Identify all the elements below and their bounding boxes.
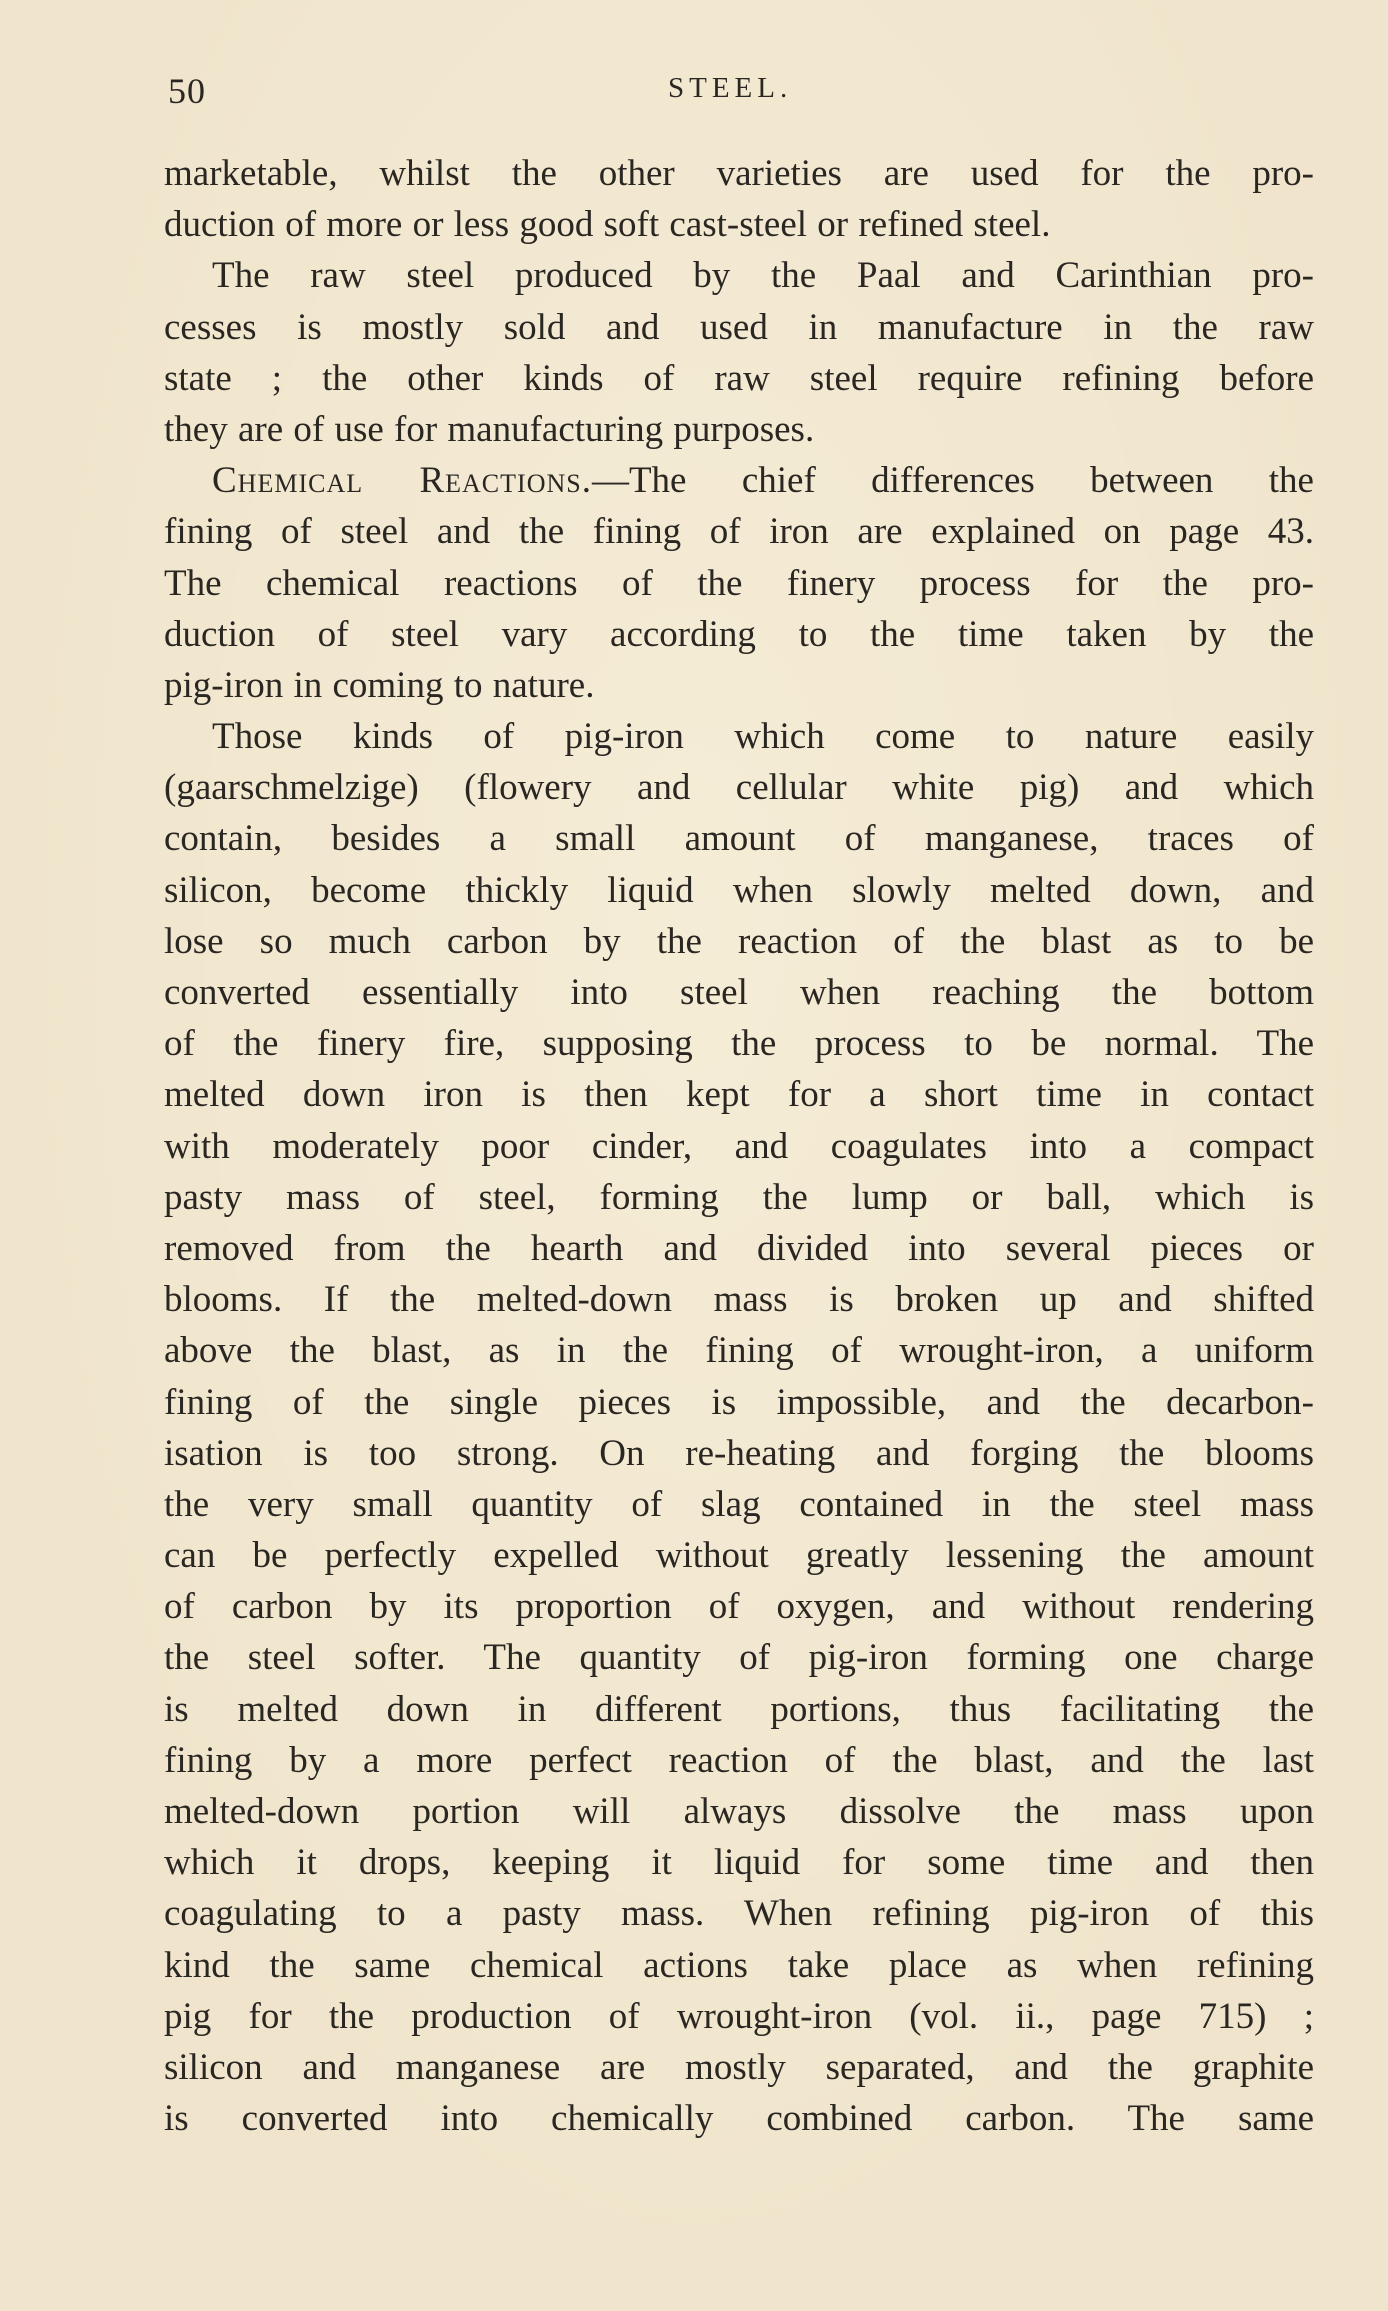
text-line: kind the same chemical actions take place as when refining — [164, 1944, 1314, 1986]
text-line: coagulating to a pasty mass. When refining pig-iron of this — [164, 1893, 1314, 1935]
running-title: STEEL. — [668, 72, 793, 104]
text-line: duction of steel vary according to the time taken by the — [164, 613, 1314, 655]
text-line: fining by a more perfect reaction of the blast, and the last — [164, 1739, 1314, 1781]
text-line: cesses is mostly sold and used in manufacture in the raw — [164, 306, 1314, 348]
text-line: duction of more or less good soft cast-steel or refined steel. — [164, 204, 1051, 246]
section-heading: Chemical Reactions. — [212, 460, 592, 502]
text-line: The raw steel produced by the Paal and Carinthian pro- — [212, 255, 1314, 297]
running-head — [168, 62, 1298, 122]
text-line — [164, 455, 1314, 506]
text-line: contain, besides a small amount of manganese, traces of — [164, 818, 1314, 860]
text-line: is melted down in different portions, thus facilitating the — [164, 1688, 1314, 1730]
body-text — [164, 148, 1314, 2144]
text-line: which it drops, keeping it liquid for some time and then — [164, 1842, 1314, 1884]
text-line: of the finery fire, supposing the process to be normal. The — [164, 1023, 1314, 1065]
text-line: fining of steel and the fining of iron are explained on page 43. — [164, 511, 1314, 553]
text-line: state ; the other kinds of raw steel require refining before — [164, 357, 1314, 399]
text-line: fining of the single pieces is impossible, and the decarbon- — [164, 1381, 1314, 1423]
text-line: with moderately poor cinder, and coagulates into a compact — [164, 1125, 1314, 1167]
text-line: (gaarschmelzige) (flowery and cellular white pig) and which — [164, 767, 1314, 809]
text-line: the steel softer. The quantity of pig-iron forming one charge — [164, 1637, 1314, 1679]
text-line: blooms. If the melted-down mass is broken up and shifted — [164, 1279, 1314, 1321]
text-line: removed from the hearth and divided into several pieces or — [164, 1227, 1314, 1269]
text-line: The chemical reactions of the finery process for the pro- — [164, 562, 1314, 604]
text-line: the very small quantity of slag contained in the steel mass — [164, 1483, 1314, 1525]
text-line-remainder: —The chief differences between the — [591, 460, 1314, 502]
text-line: melted-down portion will always dissolve the mass upon — [164, 1791, 1314, 1832]
text-line: marketable, whilst the other varieties are used for the pro- — [164, 153, 1314, 194]
text-line: silicon, become thickly liquid when slowly melted down, and — [164, 869, 1314, 911]
page-number: 50 — [168, 71, 206, 111]
text-line: pig-iron in coming to nature. — [164, 664, 595, 706]
text-line: isation is too strong. On re-heating and forging the blooms — [164, 1432, 1314, 1474]
text-line: silicon and manganese are mostly separated, and the graphite — [164, 2046, 1314, 2088]
text-line: is converted into chemically combined carbon. The same — [164, 2098, 1314, 2140]
text-line: converted essentially into steel when reaching the bottom — [164, 972, 1314, 1013]
text-line: pig for the production of wrought-iron (vol. ii., page 715) ; — [164, 1995, 1314, 2037]
text-line: they are of use for manufacturing purposes. — [164, 408, 815, 450]
text-line: Those kinds of pig-iron which come to nature easily — [212, 716, 1314, 758]
text-line: can be perfectly expelled without greatly lessening the amount — [164, 1535, 1314, 1577]
text-line: pasty mass of steel, forming the lump or ball, which is — [164, 1176, 1314, 1218]
text-line: lose so much carbon by the reaction of the blast as to be — [164, 920, 1314, 962]
text-line: above the blast, as in the fining of wrought-iron, a uniform — [164, 1330, 1314, 1372]
text-line: of carbon by its proportion of oxygen, and without rendering — [164, 1586, 1314, 1628]
text-line: melted down iron is then kept for a short time in contact — [164, 1074, 1314, 1116]
